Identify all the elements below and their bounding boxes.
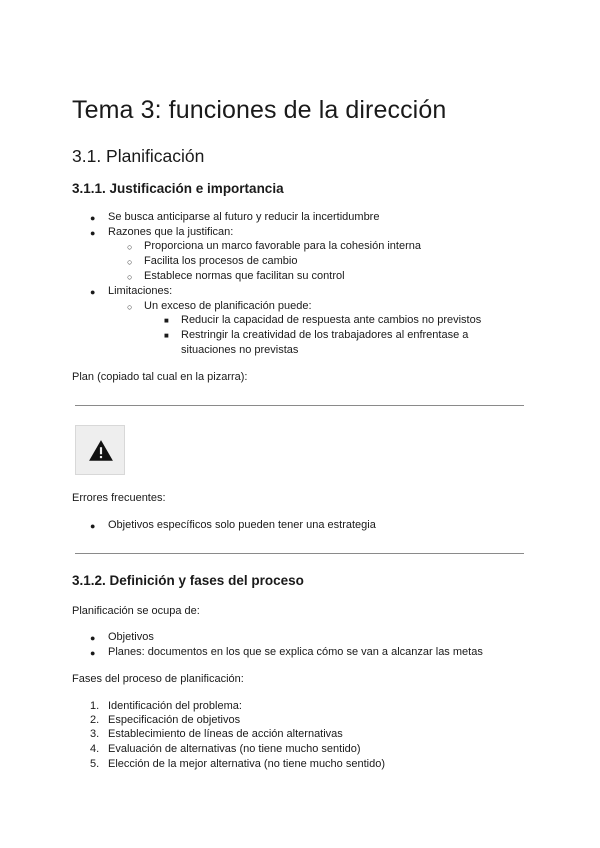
paragraph: Planificación se ocupa de: — [72, 605, 200, 617]
bullet-circle: ○ — [127, 272, 133, 282]
bullet-disc: ● — [90, 648, 96, 658]
list-item: Proporciona un marco favorable para la cohesión interna — [144, 240, 421, 252]
list-number: 3. — [90, 728, 100, 740]
list-item: Objetivos específicos solo pueden tener una estrategia — [108, 519, 376, 531]
section-heading: 3.1. Planificación — [72, 146, 205, 166]
list-item: Objetivos — [108, 631, 154, 643]
list-item: Reducir la capacidad de respuesta ante cambios no previstos — [181, 314, 482, 326]
list-number: 5. — [90, 758, 100, 770]
list-number: 2. — [90, 714, 100, 726]
missing-image-placeholder — [75, 425, 125, 475]
list-item-continuation: situaciones no previstas — [181, 344, 299, 356]
list-item: Un exceso de planificación puede: — [144, 300, 312, 312]
list-number: 1. — [90, 700, 100, 712]
subsection-heading-1: 3.1.1. Justificación e importancia — [72, 181, 284, 196]
list-number: 4. — [90, 743, 100, 755]
paragraph: Fases del proceso de planificación: — [72, 673, 244, 685]
list-item: Evaluación de alternativas (no tiene mucho sentido) — [108, 743, 361, 755]
warning-icon — [88, 438, 114, 464]
bullet-disc: ● — [90, 287, 96, 297]
list-item: Elección de la mejor alternativa (no tiene mucho sentido) — [108, 758, 385, 770]
page-title: Tema 3: funciones de la dirección — [72, 96, 447, 124]
list-item: Limitaciones: — [108, 285, 173, 297]
divider — [75, 405, 524, 406]
list-item: Razones que la justifican: — [108, 226, 234, 238]
divider — [75, 553, 524, 554]
list-item: Identificación del problema: — [108, 700, 242, 712]
list-item: Establecimiento de líneas de acción alternativas — [108, 728, 343, 740]
list-item: Planes: documentos en los que se explica cómo se van a alcanzar las metas — [108, 646, 483, 658]
list-item: Se busca anticiparse al futuro y reducir la incertidumbre — [108, 211, 380, 223]
bullet-disc: ● — [90, 633, 96, 643]
list-item: Especificación de objetivos — [108, 714, 241, 726]
list-item: Facilita los procesos de cambio — [144, 255, 298, 267]
paragraph: Errores frecuentes: — [72, 492, 166, 504]
bullet-circle: ○ — [127, 302, 133, 312]
bullet-square: ■ — [164, 316, 169, 325]
bullet-disc: ● — [90, 213, 96, 223]
bullet-circle: ○ — [127, 242, 133, 252]
bullet-circle: ○ — [127, 257, 133, 267]
subsection-heading-2: 3.1.2. Definición y fases del proceso — [72, 573, 304, 588]
list-item: Establece normas que facilitan su control — [144, 270, 345, 282]
paragraph: Plan (copiado tal cual en la pizarra): — [72, 371, 248, 383]
list-item: Restringir la creatividad de los trabajadores al enfrentase a — [181, 329, 469, 341]
bullet-square: ■ — [164, 331, 169, 340]
bullet-disc: ● — [90, 521, 96, 531]
bullet-disc: ● — [90, 228, 96, 238]
